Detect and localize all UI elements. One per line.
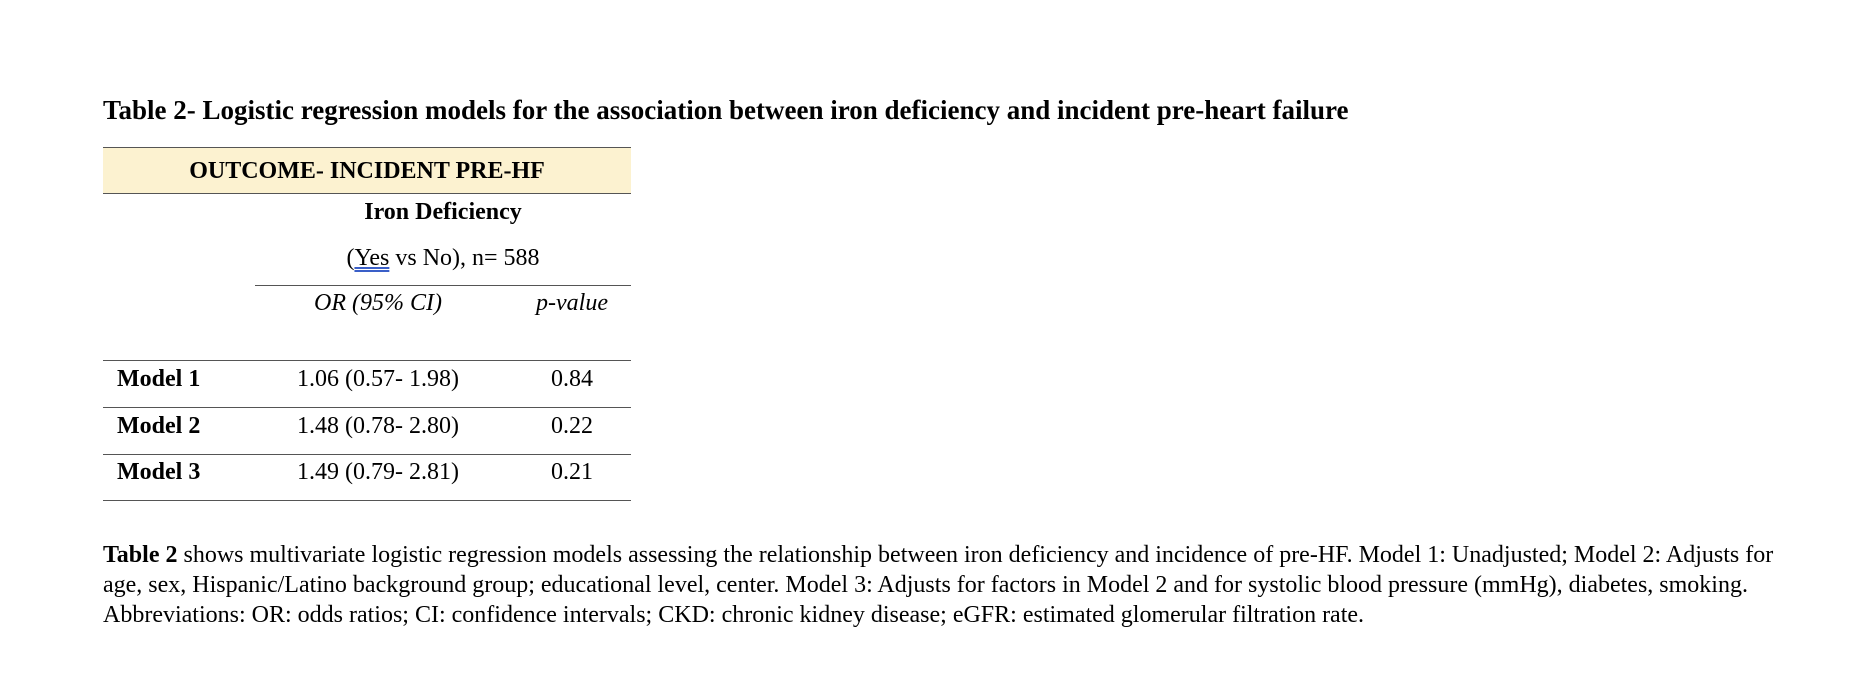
- exposure-open: (: [346, 245, 355, 271]
- table-bottom-rule: [103, 500, 631, 501]
- outcome-header: OUTCOME- INCIDENT PRE-HF: [189, 158, 545, 184]
- header-bottom-rule: [103, 360, 631, 361]
- regression-table: [103, 147, 631, 502]
- row-or-ci: 1.06 (0.57- 1.98): [297, 366, 459, 392]
- row-or-ci: 1.49 (0.79- 2.81): [297, 459, 459, 485]
- exposure-detail: [255, 245, 631, 272]
- caption-text: shows multivariate logistic regression models assessing the relationship between iron deficiency and incidence of pre-HF. Model 1: Unadjusted; Model 2: Adjusts for age, sex, Hispanic/Latino background group; educational level, center. Model 3: Adjusts for factors in Model 2 and for systolic blood pressure (mmHg), diabetes, smoking. Abbreviations: OR: odds ratios; CI: confidence intervals; CKD: chronic kidney disease; eGFR: estimated glomerular filtration rate.: [103, 542, 1774, 628]
- row-model-label: Model 1: [117, 366, 201, 392]
- row-p-value: 0.22: [551, 413, 593, 439]
- row-model-label: Model 2: [117, 413, 201, 439]
- column-header-p: p-value: [536, 290, 608, 316]
- row-p-value: 0.84: [551, 366, 593, 392]
- subheader-rule: [255, 285, 631, 286]
- exposure-rest: vs No), n= 588: [389, 245, 540, 271]
- column-header-or: OR (95% CI): [314, 290, 442, 316]
- row-divider: [103, 454, 631, 455]
- row-or-ci: 1.48 (0.78- 2.80): [297, 413, 459, 439]
- row-divider: [103, 407, 631, 408]
- exposure-label: Iron Deficiency: [364, 199, 522, 225]
- table-title: Table 2- Logistic regression models for the association between iron deficiency and incident pre-heart failure: [103, 95, 1349, 125]
- row-p-value: 0.21: [551, 459, 593, 485]
- table-caption: [103, 540, 1803, 630]
- row-model-label: Model 3: [117, 459, 201, 485]
- caption-lead: Table 2: [103, 542, 178, 568]
- exposure-yes: Yes: [354, 245, 390, 271]
- outcome-header-band: [103, 147, 631, 194]
